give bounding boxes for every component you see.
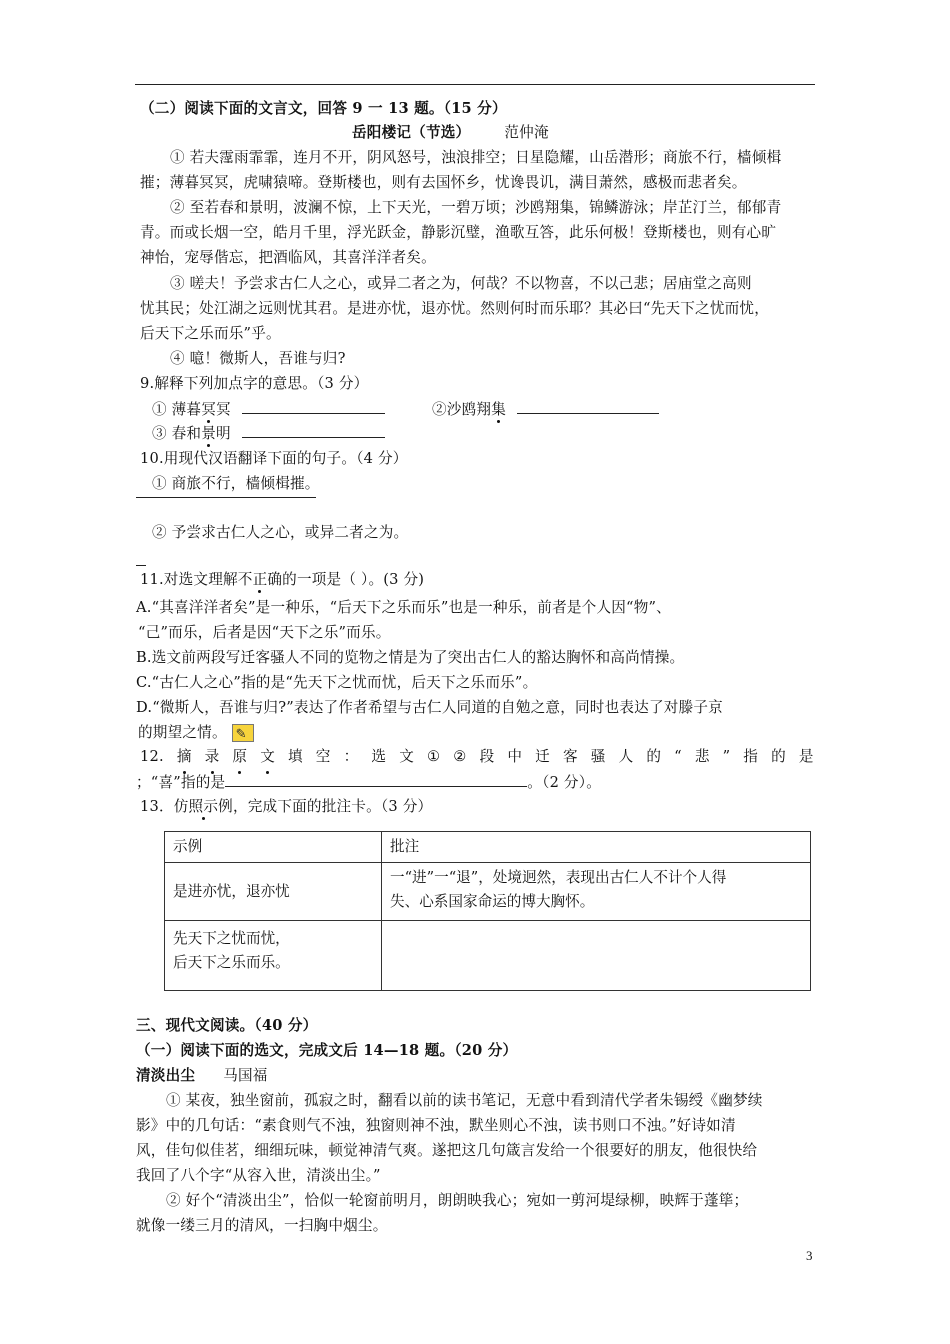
- essay-p1-line-1: ① 某夜，独坐窗前，孤寂之时，翻看以前的读书笔记，无意中看到清代学者朱锡绶《幽梦续: [166, 1092, 763, 1109]
- essay-p1-line-2: 影》中的几句话：“素食则气不浊，独窗则神不浊，默坐则心不浊，读书则口不浊。”好诗如清: [136, 1117, 736, 1134]
- paragraph-3-line-2: 忧其民；处江湖之远则忧其君。是进亦忧，退亦忧。然则何时而乐耶？其必曰“先天下之忧而忧，: [140, 300, 770, 317]
- annotation-card-table: [164, 831, 811, 991]
- passage-title-row: [352, 121, 549, 145]
- q11-option-c[interactable]: C.“古仁人之心”指的是“先天下之忧而忧，后天下之乐而乐”。: [136, 674, 538, 691]
- q12-line-2: ；“喜”指的是 。（2 分）。: [136, 770, 601, 795]
- paragraph-3-line-1: ③ 嗟夫！予尝求古仁人之心，或异二者之为，何哉？不以物喜，不以己悲；居庙堂之高则: [170, 275, 752, 292]
- paragraph-1-line-1: ① 若夫霪雨霏霏，连月不开，阴风怒号，浊浪排空；日星隐耀，山岳潜形；商旅不行，樯倾楫: [170, 149, 782, 166]
- q11-option-a-line-2: “己”而乐，后者是因“天下之乐”而乐。: [138, 624, 391, 641]
- q9-stem: 9.解释下列加点字的意思。（3 分）: [140, 375, 369, 392]
- q12-line-1: 12. 摘 录 原 文 填 空 ： 选 文 ① ② 段 中 迁 客 骚 人 的 “ 悲 ” 指 的 是: [140, 745, 814, 769]
- q11-stem: 11.对选文理解不正确的一项是（ ）。(3 分): [140, 571, 425, 588]
- q9-item-c: ③ 春和景明: [152, 421, 385, 446]
- essay-title: 清淡出尘: [136, 1067, 196, 1084]
- q10-stem: 10.用现代汉语翻译下面的句子。（4 分）: [140, 450, 408, 467]
- q10-sentence-2: ② 予尝求古仁人之心，或异二者之为。: [152, 524, 409, 541]
- page-number: 3: [806, 1248, 813, 1263]
- q9-answer-a[interactable]: [242, 397, 385, 414]
- paragraph-2-line-3: 神怡，宠辱偕忘，把酒临风，其喜洋洋者矣。: [140, 249, 436, 266]
- q9-item-a: ① 薄暮冥冥: [152, 397, 385, 422]
- table-header-annotation: 批注: [382, 832, 811, 863]
- q9-answer-b[interactable]: [517, 397, 659, 414]
- q11-option-a-line-1[interactable]: A.“其喜洋洋者矣”是一种乐，“后天下之乐而乐”也是一种乐，前者是个人因“物”、: [136, 599, 671, 616]
- paragraph-3-line-3: 后天下之乐而乐”乎。: [140, 325, 281, 342]
- paragraph-2-line-1: ② 至若春和景明，波澜不惊，上下天光，一碧万顷；沙鸥翔集，锦鳞游泳；岸芷汀兰，郁郁青: [170, 199, 782, 216]
- section3-heading: 三、现代文阅读。（40 分）: [136, 1017, 318, 1034]
- essay-p1-line-3: 风，佳句似佳茗，细细玩味，顿觉神清气爽。遂把这几句箴言发给一个很要好的朋友，他很快给: [136, 1142, 758, 1159]
- paragraph-1-line-2: 摧；薄暮冥冥，虎啸猿啼。登斯楼也，则有去国怀乡，忧谗畏讥，满目萧然，感极而悲者矣。: [140, 174, 747, 191]
- q10-sentence-1: ① 商旅不行，樯倾楫摧。: [152, 475, 320, 492]
- q13-stem: 13．仿照示例，完成下面的批注卡。（3 分）: [140, 798, 433, 815]
- essay-title-row: [136, 1064, 268, 1088]
- q11-option-b[interactable]: B.选文前两段写迁客骚人不同的览物之情是为了突出古仁人的豁达胸怀和高尚情操。: [136, 649, 685, 666]
- paragraph-4: ④ 噫！微斯人，吾谁与归?: [170, 350, 346, 367]
- table-example-1: 是进亦忧，退亦忧: [165, 863, 382, 921]
- section2-heading: （二）阅读下面的文言文，回答 9 一 13 题。（15 分）: [140, 100, 507, 117]
- passage-author: 范仲淹: [504, 124, 549, 141]
- passage-title: 岳阳楼记（节选）: [352, 124, 471, 141]
- top-rule: [135, 84, 815, 85]
- table-example-2: 先天下之忧而忧， 后天下之乐而乐。: [165, 921, 382, 991]
- q10-answer-line-1[interactable]: [136, 497, 316, 498]
- paragraph-2-line-2: 青。而或长烟一空，皓月千里，浮光跃金，静影沉璧，渔歌互答，此乐何极！登斯楼也，则有心旷: [140, 224, 777, 241]
- q12-answer-blank[interactable]: [225, 770, 527, 787]
- essay-p2-line-1: ② 好个“清淡出尘”，恰似一轮窗前明月，朗朗映我心；宛如一剪河堤绿柳，映辉于蓬筚；: [166, 1192, 749, 1209]
- table-annotation-1: 一“进”一“退”，处境迥然，表现出古仁人不计个人得 失、心系国家命运的博大胸怀。: [382, 863, 811, 921]
- q11-option-d-line-1[interactable]: D.“微斯人，吾谁与归?”表达了作者希望与古仁人同道的自勉之意，同时也表达了对滕子京: [136, 699, 723, 716]
- table-annotation-2-answer[interactable]: [382, 921, 811, 991]
- table-header-example: 示例: [165, 832, 382, 863]
- essay-author: 马国福: [223, 1067, 268, 1084]
- pencil-icon: [232, 724, 254, 742]
- q10-answer-line-2[interactable]: [136, 565, 146, 566]
- essay-p2-line-2: 就像一缕三月的清风，一扫胸中烟尘。: [136, 1217, 388, 1234]
- q9-answer-c[interactable]: [242, 421, 385, 438]
- section3-subheading: （一）阅读下面的选文，完成文后 14—18 题。（20 分）: [136, 1042, 518, 1059]
- q11-option-d-line-2: 的期望之情。 ✎: [138, 721, 254, 745]
- q9-item-b: ②沙鸥翔集: [432, 397, 659, 422]
- essay-p1-line-4: 我回了八个字“从容入世，清淡出尘。”: [136, 1167, 381, 1184]
